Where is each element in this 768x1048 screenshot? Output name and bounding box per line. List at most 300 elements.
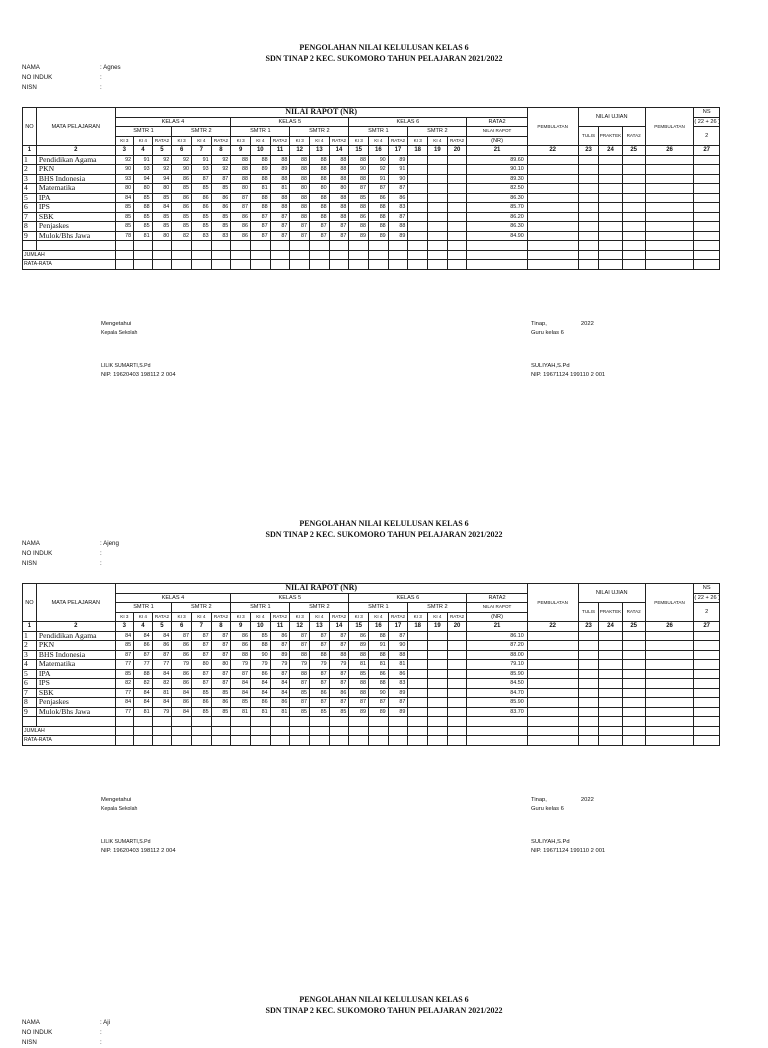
empty-cell — [645, 707, 694, 717]
grade-cell: 91 — [191, 155, 211, 165]
empty-cell — [527, 688, 578, 698]
empty-cell — [428, 250, 448, 260]
nilai-rapot-value: 86.30 — [467, 193, 527, 203]
rata2-sub-header: RATA2 — [152, 136, 172, 146]
smtr1-header: SMTR 1 — [231, 127, 290, 137]
report-subtitle: SDN TINAP 2 KEC. SUKOMORO TAHUN PELAJARAN 2021/2022 — [265, 1006, 503, 1015]
nilai-rapot-header: NILAI RAPOT (NR) — [115, 108, 527, 118]
empty-cell — [428, 241, 448, 251]
empty-cell — [645, 250, 694, 260]
empty-cell — [645, 174, 694, 184]
grade-cell: 82 — [172, 231, 192, 241]
subject-name: IPS — [36, 203, 115, 213]
nisn-label: NISN — [22, 560, 37, 567]
column-number: 26 — [645, 622, 694, 632]
rata2-header: RATA2 — [467, 593, 527, 603]
grade-cell: 88 — [290, 650, 310, 660]
pembulatan-header: PEMBULATAN — [645, 584, 694, 622]
grade-cell: 86 — [349, 212, 369, 222]
nilai-rapot-value: 84.50 — [467, 679, 527, 689]
grade-cell: 88 — [231, 155, 251, 165]
year-text: 2022 — [580, 321, 594, 327]
nilai-rapot-value: 79.10 — [467, 660, 527, 670]
column-number: 12 — [290, 622, 310, 632]
grade-cell: 84 — [231, 688, 251, 698]
row-number: 1 — [23, 631, 37, 641]
grade-cell: 87 — [211, 641, 231, 651]
ki4-header: KI 4 — [369, 612, 389, 622]
empty-cell — [527, 203, 578, 213]
empty-cell — [694, 203, 720, 213]
empty-cell — [270, 260, 290, 270]
table-row — [23, 679, 720, 689]
empty-cell — [290, 250, 310, 260]
grade-cell: 85 — [134, 212, 153, 222]
grade-cell: 93 — [134, 165, 153, 175]
grade-cell — [408, 222, 428, 232]
table-row — [23, 174, 720, 184]
column-number: 1 — [23, 146, 37, 156]
empty-cell — [622, 650, 645, 660]
grade-cell: 89 — [388, 688, 408, 698]
grade-cell: 87 — [310, 698, 330, 708]
rata-rata-label: RATA-RATA — [23, 736, 116, 746]
guru-kelas-text: Guru kelas 6 — [531, 806, 564, 812]
mata-pelajaran-header: MATA PELAJARAN — [36, 108, 115, 146]
grade-cell: 88 — [369, 679, 389, 689]
grade-cell: 88 — [290, 193, 310, 203]
subject-name: Matematika — [36, 184, 115, 194]
grade-cell: 87 — [290, 679, 310, 689]
empty-cell — [694, 631, 720, 641]
empty-cell — [599, 222, 622, 232]
student-info — [22, 1018, 110, 1048]
grade-cell: 80 — [211, 660, 231, 670]
no-induk-value: : — [100, 550, 102, 557]
empty-cell — [211, 250, 231, 260]
grade-cell: 86 — [349, 631, 369, 641]
grade-cell: 84 — [250, 679, 270, 689]
row-number: 6 — [23, 203, 37, 213]
grade-cell: 88 — [231, 165, 251, 175]
grade-cell — [447, 660, 467, 670]
grade-cell — [408, 641, 428, 651]
empty-cell — [599, 688, 622, 698]
grade-cell — [428, 707, 448, 717]
column-number: 25 — [622, 622, 645, 632]
empty-cell — [152, 241, 172, 251]
grade-cell: 87 — [191, 669, 211, 679]
empty-cell — [694, 726, 720, 736]
mengetahui-text: Mengetahui — [101, 797, 132, 803]
empty-cell — [578, 688, 599, 698]
grade-cell: 80 — [115, 184, 134, 194]
grade-cell: 86 — [172, 669, 192, 679]
nilai-rapot-small: NILAI RAPOT — [467, 127, 527, 137]
no-header: NO — [23, 584, 37, 622]
nilai-rapot-value: 85.90 — [467, 669, 527, 679]
empty-cell — [527, 212, 578, 222]
row-number: 4 — [23, 184, 37, 194]
tulis-header: TULIS — [578, 603, 599, 622]
empty-cell — [527, 736, 578, 746]
empty-cell — [310, 726, 330, 736]
empty-cell — [329, 241, 349, 251]
grade-cell: 77 — [115, 707, 134, 717]
grade-cell: 79 — [270, 660, 290, 670]
grade-cell: 84 — [270, 679, 290, 689]
grade-cell: 92 — [115, 155, 134, 165]
tulis-header: TULIS — [578, 127, 599, 146]
grade-cell: 81 — [134, 231, 153, 241]
grade-cell: 87 — [329, 641, 349, 651]
rata2-ujian-header: RATA2 — [622, 127, 645, 146]
grade-cell — [428, 641, 448, 651]
column-number: 24 — [599, 622, 622, 632]
ki3-header: KI 3 — [115, 612, 134, 622]
empty-cell — [191, 726, 211, 736]
empty-cell — [622, 736, 645, 746]
ki3-header: KI 3 — [231, 612, 251, 622]
empty-cell — [599, 193, 622, 203]
empty-cell — [694, 231, 720, 241]
empty-cell — [694, 193, 720, 203]
grade-cell: 88 — [290, 174, 310, 184]
empty-cell — [172, 250, 192, 260]
grade-cell: 87 — [231, 203, 251, 213]
grade-cell: 88 — [310, 212, 330, 222]
grade-cell: 88 — [250, 193, 270, 203]
subject-name: PKN — [36, 165, 115, 175]
grade-cell: 87 — [388, 212, 408, 222]
empty-cell — [527, 193, 578, 203]
row-number: 6 — [23, 679, 37, 689]
grade-cell: 87 — [310, 231, 330, 241]
no-induk-value: : — [100, 1029, 102, 1036]
grade-cell: 87 — [388, 698, 408, 708]
empty-cell — [152, 736, 172, 746]
table-row — [23, 707, 720, 717]
column-number: 4 — [134, 622, 153, 632]
nisn-value: : — [100, 560, 102, 567]
report-title: PENGOLAHAN NILAI KELULUSAN KELAS 6 — [299, 519, 469, 528]
year-text: 2022 — [580, 797, 594, 803]
empty-cell — [599, 660, 622, 670]
grade-cell: 85 — [191, 688, 211, 698]
empty-cell — [622, 241, 645, 251]
grade-cell — [428, 222, 448, 232]
grade-cell: 87 — [388, 631, 408, 641]
signature-left — [101, 796, 176, 856]
grade-cell: 88 — [349, 155, 369, 165]
grade-cell: 80 — [152, 231, 172, 241]
ns-formula: ( 22 + 26 ) — [694, 118, 720, 125]
grade-cell: 92 — [172, 155, 192, 165]
nilai-rapot-value: 84.90 — [467, 231, 527, 241]
empty-cell — [599, 241, 622, 251]
column-number: 20 — [447, 622, 467, 632]
empty-cell — [428, 717, 448, 727]
grade-cell — [408, 631, 428, 641]
ki3-header: KI 3 — [172, 612, 192, 622]
ns-header: NS — [694, 584, 720, 594]
grade-cell: 87 — [250, 212, 270, 222]
empty-cell — [599, 650, 622, 660]
empty-cell — [622, 212, 645, 222]
empty-cell — [310, 717, 330, 727]
empty-cell — [134, 250, 153, 260]
grade-cell: 86 — [270, 631, 290, 641]
empty-cell — [694, 669, 720, 679]
empty-cell — [578, 184, 599, 194]
grade-cell: 77 — [115, 660, 134, 670]
empty-cell — [527, 241, 578, 251]
grade-cell: 86 — [231, 212, 251, 222]
grade-cell: 85 — [349, 669, 369, 679]
empty-cell — [645, 184, 694, 194]
empty-cell — [310, 250, 330, 260]
empty-cell — [329, 717, 349, 727]
empty-cell — [645, 631, 694, 641]
grade-cell: 87 — [211, 631, 231, 641]
empty-cell — [447, 241, 467, 251]
grade-cell — [447, 212, 467, 222]
grade-cell: 77 — [152, 660, 172, 670]
rata2-sub-header: RATA2 — [447, 136, 467, 146]
empty-cell — [578, 641, 599, 651]
rata2-header: RATA2 — [467, 117, 527, 127]
grade-cell: 84 — [134, 631, 153, 641]
column-number: 21 — [467, 622, 527, 632]
column-number: 1 — [23, 622, 37, 632]
grade-cell: 84 — [152, 203, 172, 213]
grade-cell: 84 — [152, 631, 172, 641]
grade-cell: 78 — [115, 231, 134, 241]
grade-cell: 79 — [290, 660, 310, 670]
empty-cell — [134, 241, 153, 251]
kelas5-header: KELAS 5 — [231, 593, 349, 603]
grade-cell: 85 — [172, 222, 192, 232]
grade-cell: 89 — [349, 707, 369, 717]
column-number: 16 — [369, 622, 389, 632]
grade-cell: 90 — [115, 165, 134, 175]
empty-cell — [329, 260, 349, 270]
grade-cell: 87 — [310, 641, 330, 651]
grade-cell: 88 — [349, 688, 369, 698]
guru-kelas-text: Guru kelas 6 — [531, 330, 564, 336]
grade-cell: 88 — [270, 203, 290, 213]
smtr2-header: SMTR 2 — [290, 603, 349, 613]
ki3-header: KI 3 — [408, 612, 428, 622]
grade-cell: 88 — [250, 203, 270, 213]
grade-cell: 83 — [211, 231, 231, 241]
grade-cell — [447, 174, 467, 184]
grade-cell: 86 — [191, 193, 211, 203]
empty-cell — [172, 241, 192, 251]
pembulatan-header: PEMBULATAN — [645, 108, 694, 146]
grade-cell: 91 — [388, 165, 408, 175]
subject-name: Pendidikan Agama — [36, 155, 115, 165]
empty-cell — [599, 231, 622, 241]
grade-cell — [408, 203, 428, 213]
empty-cell — [231, 736, 251, 746]
empty-cell — [578, 669, 599, 679]
grade-cell: 86 — [250, 669, 270, 679]
guru-nip: NIP. 19671124 199110 2 001 — [531, 372, 606, 378]
empty-cell — [578, 203, 599, 213]
kepala-name: LILIK SUMARTI,S.Pd — [101, 363, 151, 369]
column-number: 19 — [428, 622, 448, 632]
grade-cell: 85 — [152, 212, 172, 222]
empty-cell — [599, 707, 622, 717]
grade-cell: 88 — [231, 650, 251, 660]
empty-cell — [250, 241, 270, 251]
grade-cell: 88 — [290, 155, 310, 165]
column-number: 9 — [231, 146, 251, 156]
empty-cell — [527, 631, 578, 641]
grade-cell: 87 — [329, 669, 349, 679]
grade-cell: 89 — [388, 155, 408, 165]
nilai-rapot-value: 86.20 — [467, 212, 527, 222]
empty-cell — [694, 698, 720, 708]
grade-cell: 86 — [231, 631, 251, 641]
nilai-rapot-value: 88.00 — [467, 650, 527, 660]
column-number: 22 — [527, 622, 578, 632]
grade-cell: 86 — [231, 641, 251, 651]
jumlah-label: JUMLAH — [23, 250, 116, 260]
grade-cell: 82 — [134, 679, 153, 689]
empty-cell — [578, 726, 599, 736]
nama-label: NAMA — [22, 540, 40, 547]
grade-cell: 83 — [388, 203, 408, 213]
empty-cell — [115, 250, 134, 260]
empty-cell — [694, 212, 720, 222]
grade-cell: 88 — [369, 203, 389, 213]
column-number: 3 — [115, 146, 134, 156]
empty-cell — [694, 679, 720, 689]
empty-cell — [622, 669, 645, 679]
grade-cell: 79 — [250, 660, 270, 670]
grade-cell: 87 — [270, 222, 290, 232]
grade-cell: 88 — [369, 222, 389, 232]
column-number: 6 — [172, 622, 192, 632]
nr-header: (NR) — [467, 612, 527, 622]
grade-cell: 88 — [329, 203, 349, 213]
student-info — [22, 539, 119, 569]
nilai-rapot-value: 89.60 — [467, 155, 527, 165]
grade-cell: 87 — [231, 669, 251, 679]
grade-cell — [428, 155, 448, 165]
grade-cell — [447, 650, 467, 660]
grade-cell: 84 — [134, 698, 153, 708]
table-row — [23, 203, 720, 213]
rata2-sub-header: RATA2 — [329, 612, 349, 622]
grade-cell: 88 — [290, 203, 310, 213]
empty-cell — [211, 726, 231, 736]
grade-cell: 81 — [134, 707, 153, 717]
grade-cell: 87 — [290, 222, 310, 232]
empty-cell — [191, 241, 211, 251]
grade-cell: 86 — [329, 688, 349, 698]
column-number: 21 — [467, 146, 527, 156]
column-number: 4 — [134, 146, 153, 156]
guru-nip: NIP. 19671124 199110 2 001 — [531, 848, 606, 854]
kelas4-header: KELAS 4 — [115, 117, 231, 127]
grade-cell: 87 — [310, 631, 330, 641]
grade-cell: 88 — [250, 155, 270, 165]
column-number: 9 — [231, 622, 251, 632]
grade-cell: 85 — [115, 203, 134, 213]
column-number: 8 — [211, 622, 231, 632]
nisn-value: : — [100, 1039, 102, 1046]
grade-cell: 85 — [250, 631, 270, 641]
empty-cell — [694, 241, 720, 251]
mata-pelajaran-header: MATA PELAJARAN — [36, 584, 115, 622]
grade-cell — [408, 707, 428, 717]
grade-cell — [408, 231, 428, 241]
empty-cell — [622, 260, 645, 270]
empty-cell — [527, 669, 578, 679]
grade-cell: 88 — [310, 650, 330, 660]
empty-cell — [408, 736, 428, 746]
grade-cell — [447, 231, 467, 241]
grade-cell: 85 — [115, 222, 134, 232]
subject-name: Mulok/Bhs Jawa — [36, 707, 115, 717]
empty-cell — [622, 679, 645, 689]
empty-cell — [191, 717, 211, 727]
grade-cell: 77 — [115, 688, 134, 698]
column-number: 10 — [250, 146, 270, 156]
empty-cell — [622, 717, 645, 727]
empty-cell — [270, 717, 290, 727]
grade-cell: 87 — [191, 631, 211, 641]
grade-cell: 87 — [211, 679, 231, 689]
grade-cell: 88 — [231, 174, 251, 184]
empty-cell — [622, 193, 645, 203]
grade-cell: 89 — [388, 231, 408, 241]
grade-cell: 84 — [231, 679, 251, 689]
grade-cell: 86 — [310, 688, 330, 698]
grade-cell: 86 — [172, 679, 192, 689]
grade-cell: 85 — [152, 222, 172, 232]
grade-cell: 80 — [329, 184, 349, 194]
grade-cell — [447, 631, 467, 641]
column-number: 17 — [388, 146, 408, 156]
empty-cell — [645, 726, 694, 736]
empty-cell — [578, 660, 599, 670]
report-subtitle: SDN TINAP 2 KEC. SUKOMORO TAHUN PELAJARAN 2021/2022 — [265, 54, 503, 63]
empty-cell — [290, 717, 310, 727]
column-number: 10 — [250, 622, 270, 632]
empty-cell — [152, 260, 172, 270]
row-number: 9 — [23, 231, 37, 241]
nisn-label: NISN — [22, 84, 37, 91]
grade-cell: 88 — [134, 203, 153, 213]
empty-cell — [467, 726, 527, 736]
empty-cell — [694, 260, 720, 270]
grade-cell: 80 — [134, 184, 153, 194]
row-number: 4 — [23, 660, 37, 670]
empty-cell — [645, 193, 694, 203]
grade-cell: 82 — [152, 679, 172, 689]
empty-cell — [578, 241, 599, 251]
grade-cell — [408, 698, 428, 708]
grade-cell — [447, 707, 467, 717]
grade-cell: 86 — [388, 669, 408, 679]
empty-cell — [599, 155, 622, 165]
grade-cell: 87 — [329, 631, 349, 641]
nama-label: NAMA — [22, 64, 40, 71]
